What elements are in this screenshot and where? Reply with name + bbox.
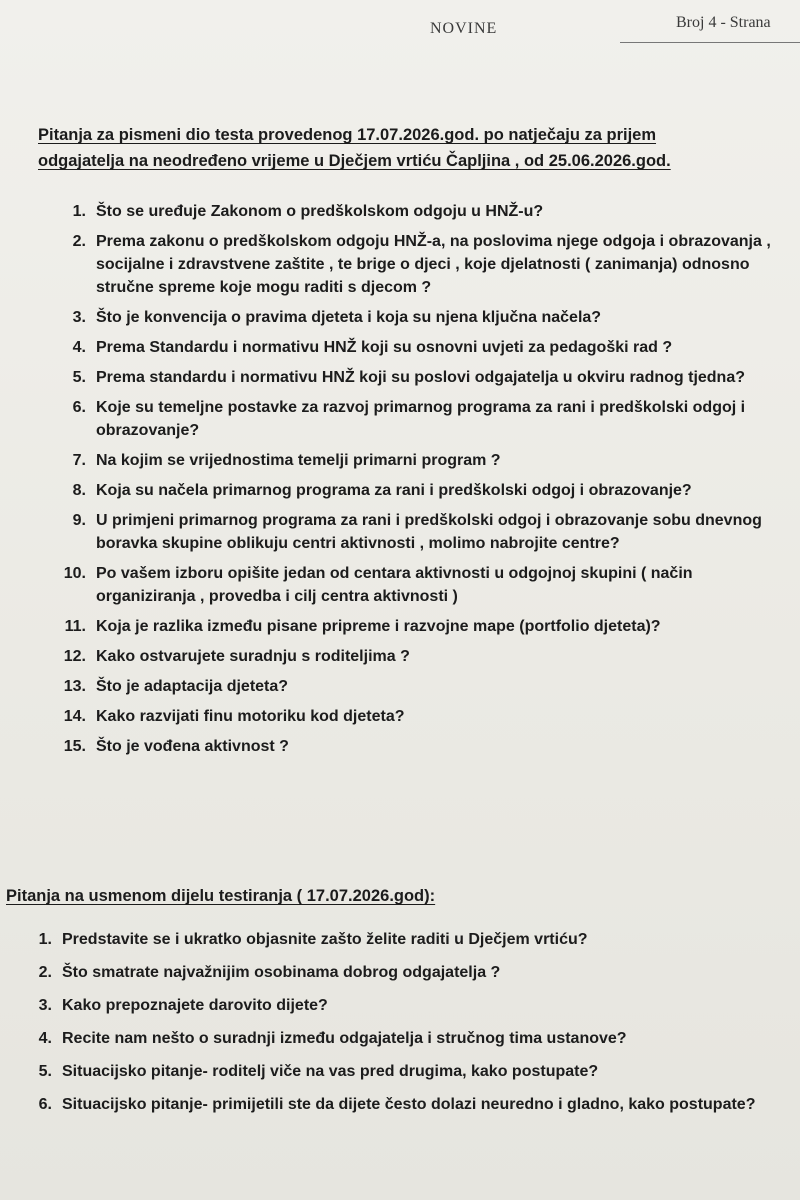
- question-number: 10.: [63, 565, 86, 582]
- question-text: Kako prepoznajete darovito dijete?: [62, 997, 328, 1014]
- question-number: 1.: [38, 931, 52, 948]
- question-number: 13.: [63, 678, 86, 695]
- question-text: Recite nam nešto o suradnji između odgajatelja i stručnog tima ustanove?: [62, 1030, 627, 1047]
- written-questions-list: [52, 200, 772, 765]
- question-text: Kako razvijati finu motoriku kod djeteta?: [96, 708, 405, 725]
- question-text: Predstavite se i ukratko objasnite zašto želite raditi u Dječjem vrtiću?: [62, 931, 588, 948]
- oral-question-item: [20, 1093, 780, 1116]
- written-question-item: [52, 366, 772, 389]
- question-number: 5.: [72, 369, 86, 386]
- question-text: U primjeni primarnog programa za rani i predškolski odgoj i obrazovanje sobu dnevnog boravka skupine oblikuju centri aktivnosti , molimo nabrojite centre?: [96, 512, 762, 552]
- question-number: 4.: [72, 339, 86, 356]
- question-text: Koja je razlika između pisane pripreme i razvojne mape (portfolio djeteta)?: [96, 618, 661, 635]
- question-number: 12.: [63, 648, 86, 665]
- newspaper-header-fragment: NOVINE: [430, 20, 498, 37]
- question-number: 7.: [72, 452, 86, 469]
- written-question-item: [52, 336, 772, 359]
- question-text: Što je vođena aktivnost ?: [96, 738, 289, 755]
- written-question-item: [52, 615, 772, 638]
- oral-question-item: [20, 1027, 780, 1050]
- written-question-item: [52, 449, 772, 472]
- question-number: 6.: [38, 1096, 52, 1113]
- question-text: Prema Standardu i normativu HNŽ koji su osnovni uvjeti za pedagoški rad ?: [96, 339, 673, 356]
- question-number: 1.: [72, 203, 86, 220]
- question-number: 8.: [72, 482, 86, 499]
- header-rule: [620, 42, 800, 43]
- question-text: Koje su temeljne postavke za razvoj primarnog programa za rani i predškolski odgoj i obrazovanje?: [96, 399, 746, 439]
- written-question-item: [52, 230, 772, 299]
- written-question-item: [52, 509, 772, 555]
- written-question-item: [52, 675, 772, 698]
- question-text: Na kojim se vrijednostima temelji primarni program ?: [96, 452, 501, 469]
- question-number: 4.: [38, 1030, 52, 1047]
- question-number: 3.: [72, 309, 86, 326]
- page-number-label: Broj 4 - Strana: [676, 14, 771, 31]
- oral-question-item: [20, 994, 780, 1017]
- question-text: Što smatrate najvažnijim osobinama dobrog odgajatelja ?: [62, 964, 501, 981]
- question-number: 2.: [38, 964, 52, 981]
- question-number: 6.: [72, 399, 86, 416]
- question-text: Prema zakonu o predškolskom odgoju HNŽ-a, na poslovima njege odgoja i obrazovanja , socijalne i zdravstvene zaštite , te brige o djeci , koje djelatnosti ( zanimanja) odnosno stručne spreme koje mogu raditi s djecom ?: [96, 233, 771, 296]
- question-text: Što je konvencija o pravima djeteta i koja su njena ključna načela?: [96, 309, 602, 326]
- question-number: 9.: [72, 512, 86, 529]
- document-title: [38, 122, 758, 174]
- question-text: Situacijsko pitanje- roditelj viče na vas pred drugima, kako postupate?: [62, 1063, 599, 1080]
- written-question-item: [52, 200, 772, 223]
- question-text: Koja su načela primarnog programa za rani i predškolski odgoj i obrazovanje?: [96, 482, 692, 499]
- question-number: 2.: [72, 233, 86, 250]
- oral-question-item: [20, 1060, 780, 1083]
- question-number: 15.: [63, 738, 86, 755]
- question-number: 3.: [38, 997, 52, 1014]
- question-text: Prema standardu i normativu HNŽ koji su poslovi odgajatelja u okviru radnog tjedna?: [96, 369, 745, 386]
- oral-question-item: [20, 961, 780, 984]
- oral-section-title: Pitanja na usmenom dijelu testiranja ( 17.07.2026.god):: [6, 887, 436, 905]
- question-number: 11.: [64, 618, 86, 635]
- oral-questions-list: [20, 928, 780, 1126]
- written-question-item: [52, 645, 772, 668]
- question-text: Situacijsko pitanje- primijetili ste da dijete često dolazi neuredno i gladno, kako postupate?: [62, 1096, 756, 1113]
- question-text: Što je adaptacija djeteta?: [96, 678, 289, 695]
- written-question-item: [52, 306, 772, 329]
- title-line-2: odgajatelja na neodređeno vrijeme u Dječjem vrtiću Čapljina , od 25.06.2026.god.: [38, 152, 671, 170]
- question-text: Kako ostvarujete suradnju s roditeljima ?: [96, 648, 410, 665]
- written-question-item: [52, 735, 772, 758]
- question-number: 14.: [63, 708, 86, 725]
- question-text: Po vašem izboru opišite jedan od centara aktivnosti u odgojnoj skupini ( način organiziranja , provedba i cilj centra aktivnosti ): [96, 565, 693, 605]
- question-number: 5.: [38, 1063, 52, 1080]
- oral-question-item: [20, 928, 780, 951]
- title-line-1: Pitanja za pismeni dio testa provedenog 17.07.2026.god. po natječaju za prijem: [38, 126, 657, 144]
- question-text: Što se uređuje Zakonom o predškolskom odgoju u HNŽ-u?: [96, 203, 544, 220]
- written-question-item: [52, 705, 772, 728]
- written-question-item: [52, 396, 772, 442]
- written-question-item: [52, 479, 772, 502]
- written-question-item: [52, 562, 772, 608]
